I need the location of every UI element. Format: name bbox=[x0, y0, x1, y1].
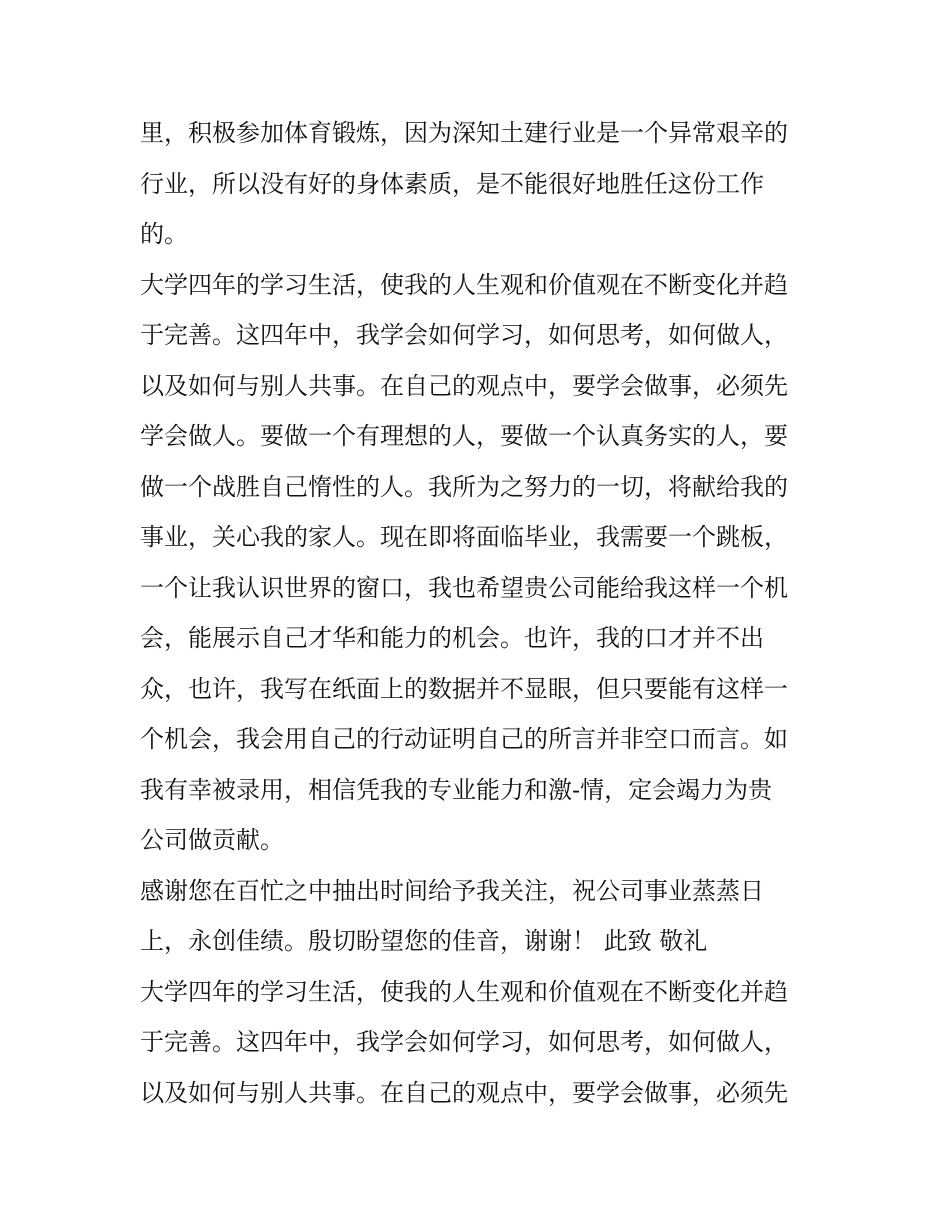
text-line: 众，也许，我写在纸面上的数据并不显眼，但只要能有这样一 bbox=[140, 674, 788, 703]
text-line: 个机会，我会用自己的行动证明自己的所言并非空口而言。如 bbox=[140, 725, 788, 753]
text-line: 大学四年的学习生活，使我的人生观和价值观在不断变化并趋 bbox=[140, 270, 788, 299]
text-line: 一个让我认识世界的窗口，我也希望贵公司能给我这样一个机 bbox=[140, 573, 788, 602]
text-line: 行业，所以没有好的身体素质，是不能很好地胜任这份工作 bbox=[140, 169, 764, 198]
text-line: 以及如何与别人共事。在自己的观点中，要学会做事，必须先 bbox=[140, 1078, 788, 1107]
text-line: 以及如何与别人共事。在自己的观点中，要学会做事，必须先 bbox=[140, 371, 788, 400]
text-line: 的。 bbox=[140, 220, 188, 248]
text-line: 于完善。这四年中，我学会如何学习，如何思考，如何做人， bbox=[140, 1028, 788, 1056]
text-line: 上，永创佳绩。殷切盼望您的佳音，谢谢！ 此致 敬礼 bbox=[140, 927, 708, 955]
document-body bbox=[140, 108, 820, 1118]
text-line: 会，能展示自己才华和能力的机会。也许，我的口才并不出 bbox=[140, 624, 764, 652]
text-line: 做一个战胜自己惰性的人。我所为之努力的一切，将献给我的 bbox=[140, 472, 788, 501]
text-line: 感谢您在百忙之中抽出时间给予我关注，祝公司事业蒸蒸日 bbox=[140, 876, 764, 905]
text-line: 于完善。这四年中，我学会如何学习，如何思考，如何做人， bbox=[140, 321, 788, 349]
text-line: 大学四年的学习生活，使我的人生观和价值观在不断变化并趋 bbox=[140, 977, 788, 1006]
text-line: 事业，关心我的家人。现在即将面临毕业，我需要一个跳板， bbox=[140, 523, 788, 551]
text-line: 公司做贡献。 bbox=[140, 826, 284, 854]
text-line: 学会做人。要做一个有理想的人，要做一个认真务实的人，要 bbox=[140, 422, 788, 450]
text-line: 里，积极参加体育锻炼，因为深知土建行业是一个异常艰辛的 bbox=[140, 119, 788, 147]
text-line: 我有幸被录用，相信凭我的专业能力和激-情，定会竭力为贵 bbox=[140, 775, 773, 804]
